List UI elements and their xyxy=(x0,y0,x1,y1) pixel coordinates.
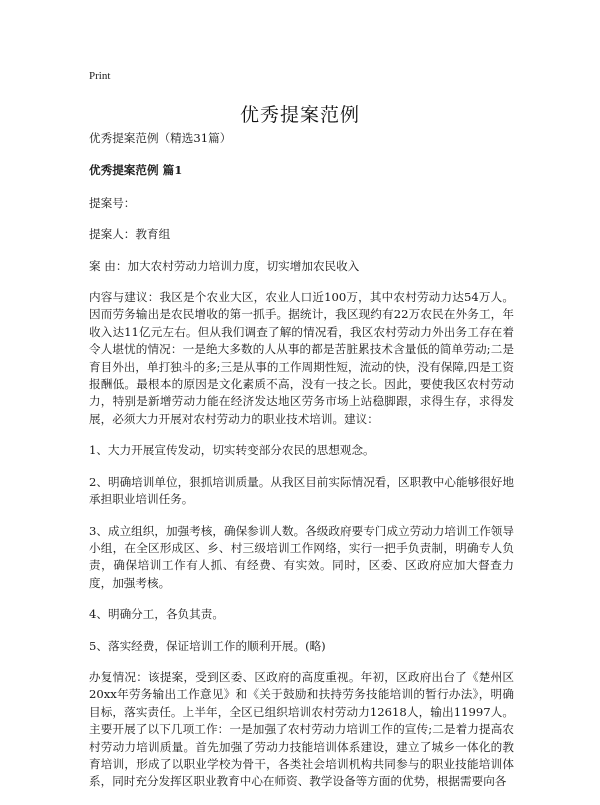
proposer-field: 提案人：教育组 xyxy=(89,227,171,242)
suggestion-item-2: 2、明确培训单位，狠抓培训质量。从我区目前实际情况看，区职教中心能够很好地承担职业培训任务。 xyxy=(89,474,514,507)
document-subtitle: 优秀提案范例（精选31篇） xyxy=(89,131,232,145)
page-title: 优秀提案范例 xyxy=(239,104,360,126)
suggestion-item-5: 5、落实经费，保证培训工作的顺利开展。(略) xyxy=(89,638,326,653)
handling-status-paragraph: 办复情况：该提案，受到区委、区政府的高度重视。年初，区政府出台了《楚州区20xx年劳务输出工作意见》和《关于鼓励和扶持劳务技能培训的暂行办法》，明确目标，落实责任。上半年，全区已组织培训农村劳动力12618人，输出11997人。主要开展了以下几项工作：一是加强了农村劳动力培训工作的宣传;二是着力提高农村劳动力培训质量。首先加强了劳动力技能培训体系建设，建立了城乡一体化的教育培训，形成了以职业学校为骨干，各类社会培训机构共同参与的职业技能培训体系，同时充分发挥区职业教育中心在师资、教学设备等方面的优势，根据需要向各 xyxy=(89,669,514,789)
suggestion-item-1: 1、大力开展宣传发动，切实转变部分农民的思想观念。 xyxy=(89,443,375,458)
section-heading: 优秀提案范例 篇1 xyxy=(89,163,183,178)
suggestion-item-3: 3、成立组织，加强考核，确保参训人数。各级政府要专门成立劳动力培训工作领导小组，在全区形成区、乡、村三级培训工作网络，实行一把手负责制，明确专人负责，确保培训工作有人抓、有经费、有实效。同时，区委、区政府应加大督查力度，加强考核。 xyxy=(89,523,514,590)
document-body xyxy=(89,130,514,805)
content-suggestions-paragraph: 内容与建议：我区是个农业大区，农业人口近100万，其中农村劳动力达54万人。因而劳务输出是农民增收的第一抓手。据统计，我区现约有22万农民在外务工，年收入达11亿元左右。但从我们调查了解的情况看，我区农村劳动力外出务工存在着令人堪忧的情况：一是绝大多数的人从事的都是苦脏累技术含量低的简单劳动;二是育目外出，单打独斗的多;三是从事的工作周期性短，流动的快，没有保障,四是工资报酬低。最根本的原因是文化素质不高，没有一技之长。因此，要使我区农村劳动力，特别是新增劳动力能在经济发达地区劳务市场上站稳脚跟，求得生存，求得发展，必须大力开展对农村劳动力的职业技术培训。建议： xyxy=(89,290,514,426)
print-label: Print xyxy=(89,70,111,82)
proposal-number-field: 提案号： xyxy=(89,195,136,210)
suggestion-item-4: 4、明确分工，各负其责。 xyxy=(89,607,224,622)
case-field: 案 由：加大农村劳动力培训力度，切实增加农民收入 xyxy=(89,258,360,273)
